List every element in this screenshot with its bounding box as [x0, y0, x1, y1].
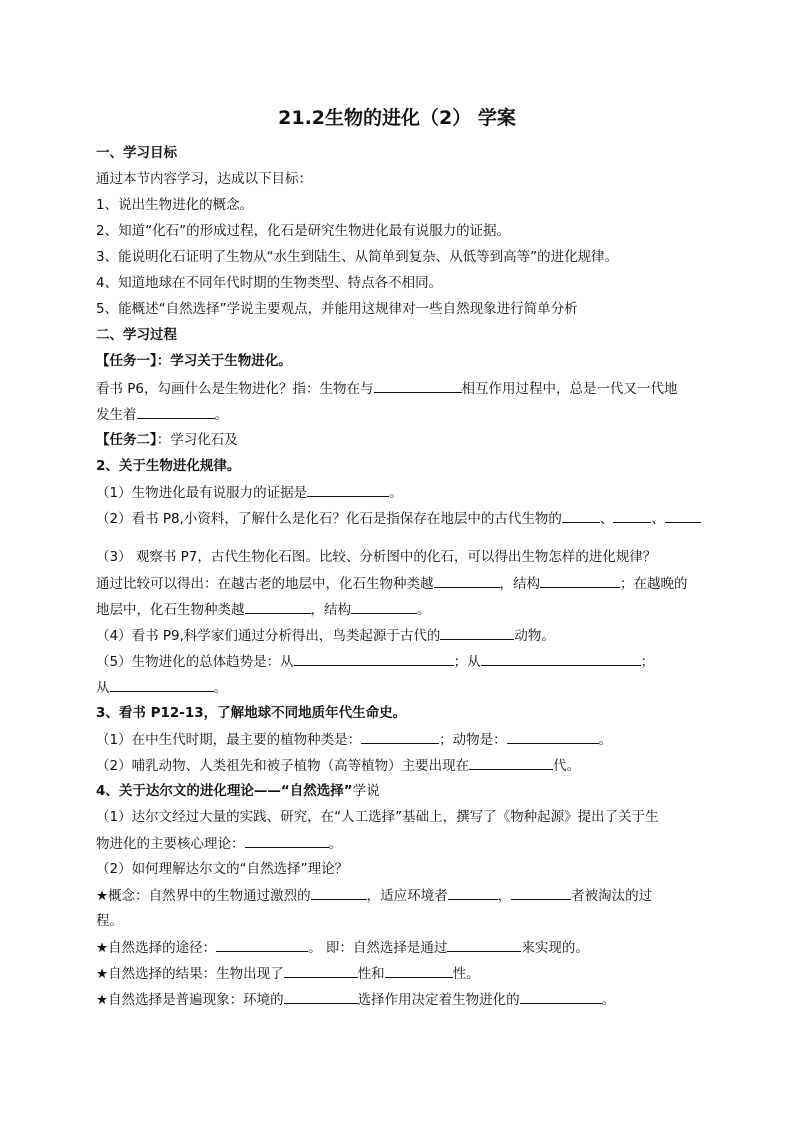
- section2-q3-line2: [96, 574, 688, 593]
- task2-title-rest: ：学习化石及: [156, 432, 238, 448]
- blank-fossil-3[interactable]: [665, 509, 701, 523]
- objective-item-4: 4、知道地球在不同年代时期的生物类型、特点各不相同。: [96, 275, 443, 291]
- section4-heading-bold: 4、关于达尔文的进化理论——“自然选择”: [96, 783, 353, 799]
- task2-title: [96, 431, 238, 449]
- objectives-intro: 通过本节内容学习，达成以下目标：: [96, 171, 312, 187]
- universal-text-c: 。: [601, 992, 616, 1008]
- section2-q4-text: （4）看书 P9,科学家们通过分析得出，鸟类起源于古代的: [96, 628, 441, 644]
- blank-new-layer-structure[interactable]: [351, 600, 417, 614]
- objective-item-3: 3、能说明化石证明了生物从“水生到陆生、从简单到复杂、从低等到高等”的进化规律。: [96, 249, 619, 265]
- section2-q3-text-c2: ，结构: [310, 602, 351, 618]
- blank-result-2[interactable]: [385, 964, 453, 978]
- objective-item-1: 1、说出生物进化的概念。: [96, 197, 254, 213]
- section2-heading: 2、关于生物进化规律。: [96, 458, 241, 474]
- section2-q5-text-a: （5）生物进化的总体趋势是：从: [96, 654, 294, 670]
- section3-q1-text-c: 。: [598, 732, 613, 748]
- result-text-b: 性和: [357, 966, 385, 982]
- blank-survive[interactable]: [448, 886, 498, 900]
- concept-text-a: ★概念：自然界中的生物通过激烈的: [96, 888, 311, 904]
- blank-fossil-1[interactable]: [562, 509, 600, 523]
- section2-q5: [96, 652, 654, 671]
- blank-evolution-direction[interactable]: [520, 990, 602, 1004]
- universal-line: [96, 990, 615, 1009]
- blank-trend-1[interactable]: [294, 652, 454, 666]
- section2-q2-sep2: 、: [651, 511, 665, 527]
- blank-trend-2[interactable]: [481, 652, 641, 666]
- section2-q3-text-b3: ；在越晚的: [620, 576, 688, 592]
- blank-environment-role[interactable]: [284, 990, 358, 1004]
- section2-q2-sep1: 、: [599, 511, 614, 527]
- section2-q3-text-c3: 。: [417, 602, 431, 618]
- concept-line2: 程。: [96, 913, 123, 929]
- concept-text-b: ，适应环境者: [366, 888, 448, 904]
- section2-q3-text-b1: 通过比较可以得出：在越古老的地层中，化石生物种类越: [96, 576, 434, 592]
- task1-line1: [96, 379, 678, 398]
- section4-q1: （1）达尔文经过大量的实践、研究，在“人工选择”基础上，撰写了《物种起源》提出了关于生: [96, 809, 659, 825]
- process-heading: 二、学习过程: [96, 327, 177, 343]
- section2-q4-end: 动物。: [514, 628, 555, 644]
- section3-q1-text-b: ；动物是：: [439, 732, 507, 748]
- section2-q5-line2: [96, 678, 227, 697]
- section4-heading-rest: 学说: [352, 783, 380, 799]
- universal-text-b: 选择作用决定着生物进化的: [357, 992, 520, 1008]
- objective-item-2: 2、知道“化石”的形成过程，化石是研究生物进化最有说服力的证据。: [96, 223, 511, 239]
- blank-old-layer-structure[interactable]: [540, 574, 620, 588]
- concept-text-c: ，: [497, 888, 512, 904]
- blank-trend-3[interactable]: [110, 678, 214, 692]
- blank-result-1[interactable]: [284, 964, 358, 978]
- pathway-text-c: 来实现的。: [521, 940, 589, 956]
- section2-q2-text: （2）看书 P8,小资料，了解什么是化石？化石是指保存在地层中的古代生物的: [96, 511, 562, 527]
- blank-core-theory[interactable]: [245, 834, 329, 848]
- section2-q2: [96, 509, 701, 528]
- concept-text-d: 者被淘汰的过: [571, 888, 653, 904]
- blank-pathway[interactable]: [216, 938, 308, 952]
- blank-strongest-evidence[interactable]: [307, 483, 389, 497]
- section2-q5-text-c: ；: [640, 654, 655, 670]
- section4-heading: [96, 782, 380, 800]
- blank-new-layer-species[interactable]: [245, 600, 311, 614]
- section3-q2-end: 代。: [553, 758, 581, 774]
- section2-q3-text-c1: 地层中，化石生物种类越: [96, 602, 245, 618]
- section3-q2: [96, 756, 580, 775]
- blank-struggle[interactable]: [447, 938, 521, 952]
- objective-item-5: 5、能概述“自然选择”学说主要观点，并能用这规律对一些自然现象进行简单分析: [96, 301, 578, 317]
- blank-fossil-2[interactable]: [613, 509, 651, 523]
- section2-q3-text-b2: ，结构: [499, 576, 540, 592]
- blank-unfit[interactable]: [511, 886, 571, 900]
- blank-mesozoic-plants[interactable]: [361, 730, 439, 744]
- universal-text-a: ★自然选择是普遍现象：环境的: [96, 992, 284, 1008]
- pathway-line: [96, 938, 589, 957]
- section4-q1-text: 物进化的主要核心理论：: [96, 836, 245, 852]
- pathway-text-b: 。 即：自然选择是通过: [308, 940, 448, 956]
- blank-competition[interactable]: [311, 886, 367, 900]
- objectives-heading: 一、学习目标: [96, 145, 177, 161]
- result-text-a: ★自然选择的结果：生物出现了: [96, 966, 284, 982]
- page-title: 21.2生物的进化（2） 学案: [278, 107, 516, 129]
- section4-q2: （2）如何理解达尔文的“自然选择”理论？: [96, 861, 349, 877]
- blank-evolution-environment[interactable]: [374, 379, 462, 393]
- blank-evolution-change[interactable]: [137, 405, 215, 419]
- blank-old-layer-species[interactable]: [434, 574, 500, 588]
- task1-title: 【任务一】：学习关于生物进化。: [96, 353, 292, 369]
- section4-q1-end: 。: [328, 836, 342, 852]
- task1-line2: [96, 405, 228, 424]
- section2-q1-text: （1）生物进化最有说服力的证据是: [96, 485, 308, 501]
- section2-q5-text-e: 。: [213, 680, 227, 696]
- concept-line: [96, 886, 652, 905]
- task1-line1-text-a: 看书 P6，勾画什么是生物进化？指：生物在与: [96, 381, 374, 397]
- section2-q5-text-b: ；从: [453, 654, 481, 670]
- section3-heading: 3、看书 P12-13，了解地球不同地质年代生命史。: [96, 705, 407, 721]
- section4-q1-line2: [96, 834, 342, 853]
- blank-bird-origin[interactable]: [440, 626, 514, 640]
- result-text-c: 性。: [452, 966, 480, 982]
- task1-line2-text-a: 发生着: [96, 407, 137, 423]
- section2-q5-text-d: 从: [96, 680, 110, 696]
- blank-era[interactable]: [469, 756, 553, 770]
- task2-title-bold: 【任务二】: [96, 432, 157, 448]
- task1-line2-text-b: 。: [214, 407, 228, 423]
- section2-q1: [96, 483, 403, 502]
- section3-q1-text-a: （1）在中生代时期，最主要的植物种类是：: [96, 732, 362, 748]
- section3-q1: [96, 730, 612, 749]
- section2-q3-line3: [96, 600, 431, 619]
- blank-mesozoic-animals[interactable]: [507, 730, 599, 744]
- pathway-text-a: ★自然选择的途径：: [96, 940, 217, 956]
- section3-q2-text: （2）哺乳动物、人类祖先和被子植物（高等植物）主要出现在: [96, 758, 470, 774]
- result-line: [96, 964, 480, 983]
- task1-line1-text-b: 相互作用过程中，总是一代又一代地: [461, 381, 678, 397]
- section2-q1-end: 。: [389, 485, 403, 501]
- section2-q3: （3） 观察书 P7，古代生物化石图。比较、分析图中的化石，可以得出生物怎样的进化规律？: [96, 549, 657, 565]
- section2-q4: [96, 626, 555, 645]
